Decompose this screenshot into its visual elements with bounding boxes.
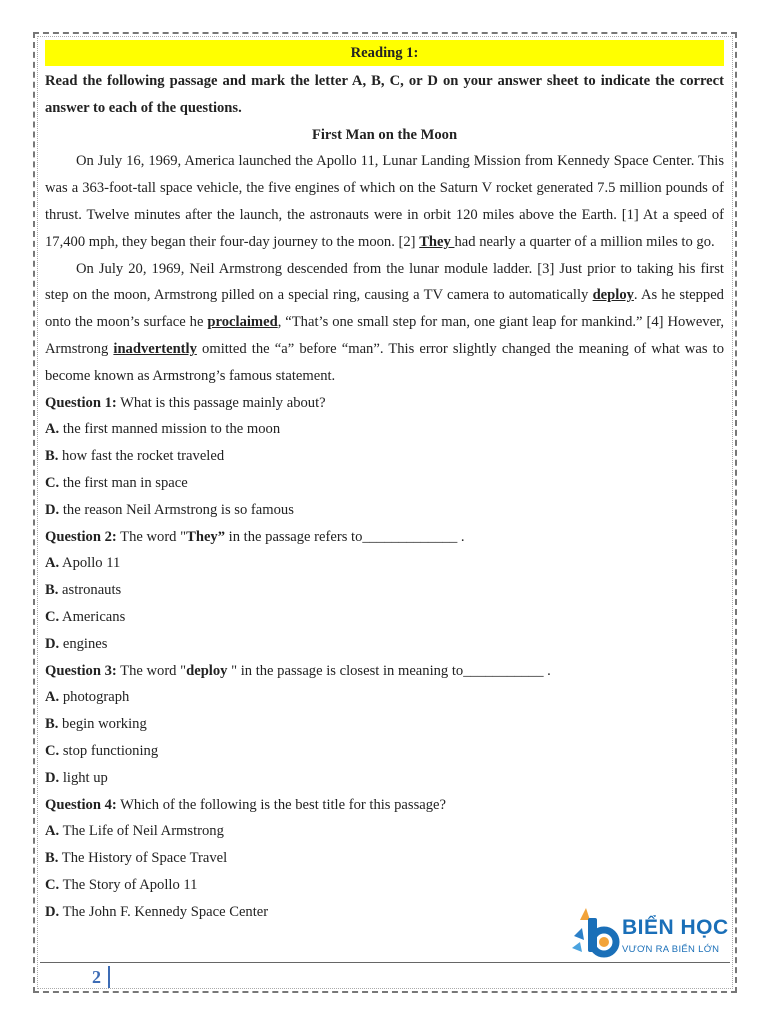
passage-title: First Man on the Moon [311,126,458,143]
logo-name: BIỂN HỌC [622,916,729,939]
question-1-option-a[interactable]: A. the first manned mission to the moon [45,421,281,438]
document-content [45,40,724,926]
logo-mark-icon [572,906,622,962]
question-4-option-c[interactable]: C. The Story of Apollo 11 [45,876,198,893]
highlight-word-inadvertently: inadvertently [113,340,197,357]
question-4-option-a[interactable]: A. The Life of Neil Armstrong [45,823,224,840]
question-3-option-d[interactable]: D. light up [45,769,108,786]
question-3-option-b[interactable]: B. begin working [45,716,147,733]
passage-paragraph-2: On July 20, 1969, Neil Armstrong descended from the lunar module ladder. [3] Just prior to taking his first step on the moon, Armstrong pilled on a special ring, causing a TV camera to automatically deploy. As he stepped onto the moon’s surface he proclaimed, “That’s one small step for man, one giant leap for mankind.” [4] However, Armstrong inadvertently omitted the “a” before “man”. This error slightly changed the meaning of what was to become known as Armstrong’s famous statement. [45,260,725,384]
bien-hoc-logo [572,906,734,962]
question-2: Question 2: The word "They” in the passage refers to_____________ . [45,528,465,545]
page-number: 2 [92,967,101,987]
instructions: Read the following passage and mark the letter A, B, C, or D on your answer sheet to indicate the correct answer to each of the questions. [45,73,724,116]
logo-tagline: VƯƠN RA BIỂN LỚN [622,944,720,955]
page-number-divider [108,966,110,988]
question-2-option-d[interactable]: D. engines [45,635,108,652]
highlight-word-they: They [419,233,455,250]
question-1: Question 1: What is this passage mainly about? [45,394,326,411]
question-4-option-b[interactable]: B. The History of Space Travel [45,850,228,867]
highlight-word-deploy: deploy [592,287,634,304]
question-3-option-c[interactable]: C. stop functioning [45,742,159,759]
question-1-option-d[interactable]: D. the reason Neil Armstrong is so famous [45,501,294,518]
question-3-option-a[interactable]: A. photograph [45,689,130,706]
question-1-option-c[interactable]: C. the first man in space [45,474,188,491]
section-banner: Reading 1: [45,40,724,66]
question-4-option-d[interactable]: D. The John F. Kennedy Space Center [45,903,269,920]
passage-paragraph-1: On July 16, 1969, America launched the Apollo 11, Lunar Landing Mission from Kennedy Space Center. This was a 363-foot-tall space vehicle, the five engines of which on the Saturn V rocket generated 7.5 million pounds of thrust. Twelve minutes after the launch, the astronauts were in orbit 120 miles above the Earth. [1] At a speed of 17,400 mph, they began their four-day journey to the moon. [2] They had nearly a quarter of a million miles to go. [45,153,724,250]
question-2-option-a[interactable]: A. Apollo 11 [45,555,121,572]
question-1-option-b[interactable]: B. how fast the rocket traveled [45,448,225,465]
question-4: Question 4: Which of the following is the best title for this passage? [45,796,447,813]
question-3: Question 3: The word "deploy " in the passage is closest in meaning to___________ . [45,662,551,679]
question-2-option-c[interactable]: C. Americans [45,608,126,625]
question-2-option-b[interactable]: B. astronauts [45,582,122,599]
footer-divider [40,962,730,963]
highlight-word-proclaimed: proclaimed [207,314,278,331]
